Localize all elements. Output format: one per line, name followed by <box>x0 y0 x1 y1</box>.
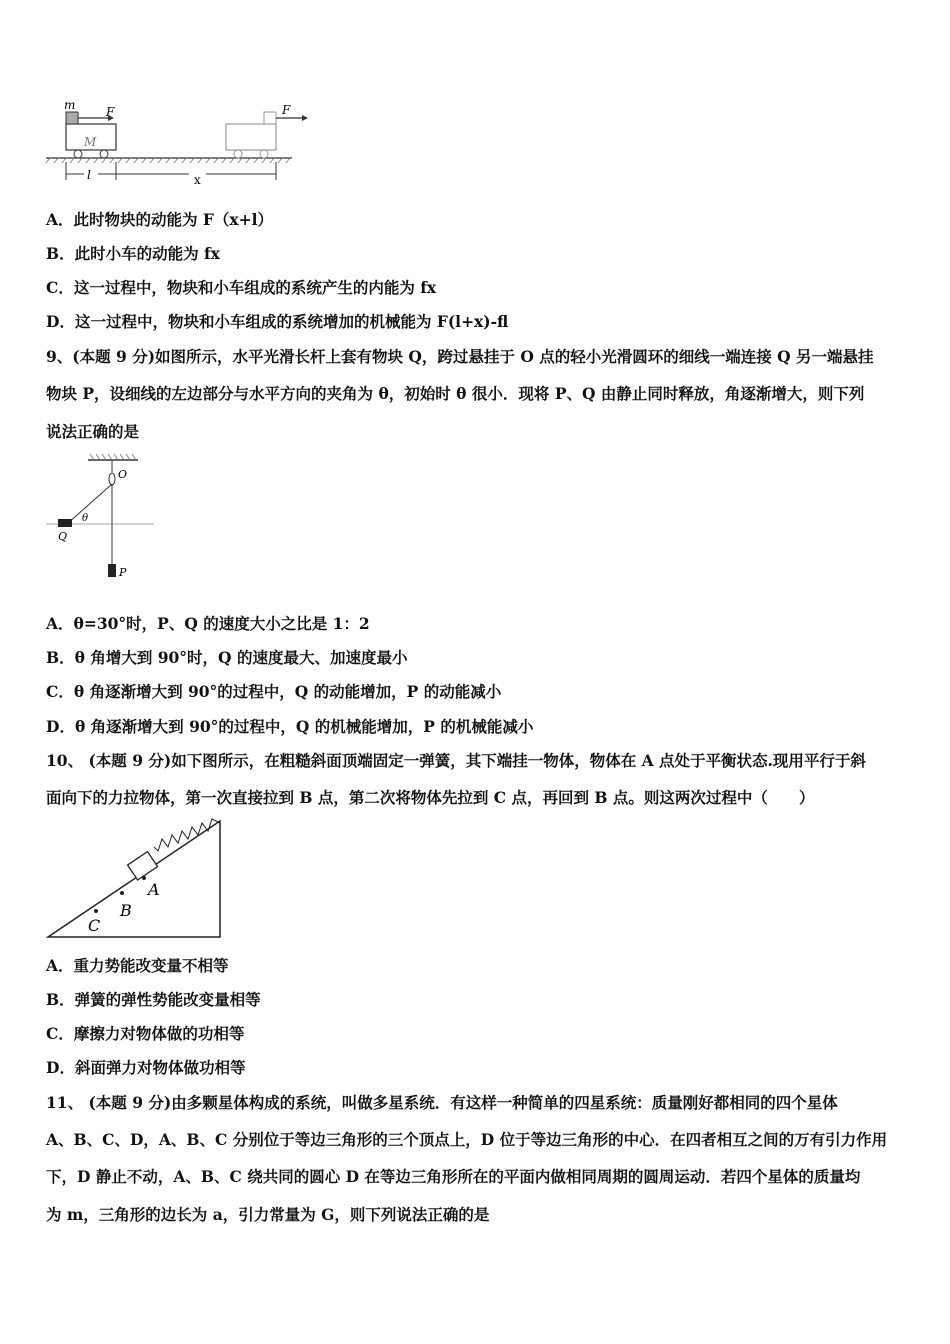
svg-text:m: m <box>64 98 76 112</box>
svg-text:l: l <box>87 168 91 182</box>
q9-option-b: B．θ 角增大到 90°时，Q 的速度最大、加速度最小 <box>46 648 408 667</box>
svg-text:F: F <box>106 105 115 119</box>
q11-stem-line3: 下，D 静止不动，A、B、C 绕共同的圆心 D 在等边三角形所在的平面内做相同周期的圆周运动．若四个星体的质量均 <box>46 1167 861 1186</box>
q9-stem-line3: 说法正确的是 <box>46 422 140 441</box>
q8-option-b: B．此时小车的动能为 fx <box>46 244 220 263</box>
q10-stem-line2: 面向下的力拉物体，第一次直接拉到 B 点，第二次将物体先拉到 C 点，再回到 B 点。则这两次过程中（ ） <box>46 788 815 807</box>
pulley-figure <box>44 452 164 582</box>
q9-stem-line1: 9、(本题 9 分)如图所示，水平光滑长杆上套有物块 Q，跨过悬挂于 O 点的轻小光滑圆环的细线一端连接 Q 另一端悬挂 <box>46 347 874 366</box>
q10-option-d: D．斜面弹力对物体做功相等 <box>46 1058 246 1077</box>
q10-option-c: C．摩擦力对物体做的功相等 <box>46 1024 245 1043</box>
svg-text:F: F <box>282 103 291 117</box>
block-P <box>108 564 116 577</box>
q9-option-c: C．θ 角逐渐增大到 90°的过程中，Q 的动能增加，P 的动能减小 <box>46 682 502 701</box>
q11-stem-line4: 为 m，三角形的边长为 a，引力常量为 G，则下列说法正确的是 <box>46 1205 490 1224</box>
pulley-ring <box>109 473 115 485</box>
spring <box>154 819 220 851</box>
svg-text:Q: Q <box>58 530 68 543</box>
svg-text:B: B <box>120 901 132 920</box>
q9-option-a: A．θ=30°时，P、Q 的速度大小之比是 1：2 <box>46 614 370 633</box>
incline <box>48 821 220 937</box>
q8-option-a: A．此时物块的动能为 F（x+l） <box>46 210 274 229</box>
q9-option-d: D．θ 角逐渐增大到 90°的过程中，Q 的机械能增加，P 的机械能减小 <box>46 717 534 736</box>
svg-text:O: O <box>118 468 128 481</box>
svg-text:P: P <box>119 566 127 579</box>
svg-text:M: M <box>84 135 97 149</box>
cart-right <box>226 124 276 150</box>
svg-text:θ: θ <box>82 513 89 524</box>
block <box>128 852 158 880</box>
q10-option-b: B．弹簧的弹性势能改变量相等 <box>46 990 261 1009</box>
q8-option-d: D．这一过程中，物块和小车组成的系统增加的机械能为 F(l+x)-fl <box>46 312 509 331</box>
q8-option-c: C．这一过程中，物块和小车组成的系统产生的内能为 fx <box>46 278 437 297</box>
block-m <box>66 112 78 124</box>
q11-stem-line2: A、B、C、D，A、B、C 分别位于等边三角形的三个顶点上，D 位于等边三角形的中心．在四者相互之间的万有引力作用 <box>46 1130 888 1149</box>
q11-stem-line1: 11、 (本题 9 分)由多颗星体构成的系统，叫做多星系统．有这样一种简单的四星系统：质量刚好都相同的四个星体 <box>46 1093 838 1112</box>
svg-text:A: A <box>148 880 160 899</box>
q10-option-a: A．重力势能改变量不相等 <box>46 956 229 975</box>
svg-text:x: x <box>194 173 201 187</box>
svg-text:C: C <box>88 916 101 935</box>
cart-block-figure <box>44 96 314 188</box>
block-Q <box>58 519 72 527</box>
q10-stem-line1: 10、 (本题 9 分)如下图所示，在粗糙斜面顶端固定一弹簧，其下端挂一物体，物体在 A 点处于平衡状态.现用平行于斜 <box>46 751 866 770</box>
q9-stem-line2: 物块 P，设细线的左边部分与水平方向的夹角为 θ，初始时 θ 很小．现将 P、Q 由静止同时释放，角逐渐增大，则下列 <box>46 384 865 403</box>
incline-figure <box>44 815 229 943</box>
